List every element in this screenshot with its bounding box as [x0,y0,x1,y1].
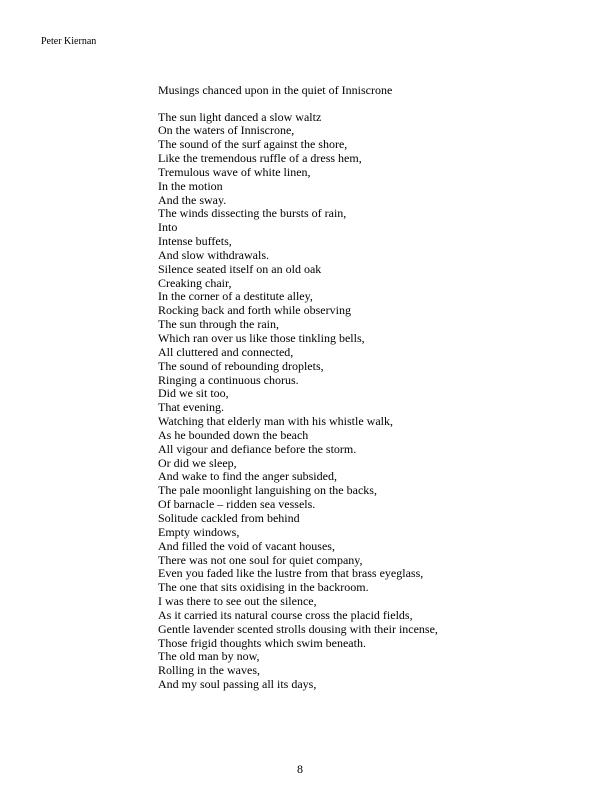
poem-line: The sun light danced a slow waltz [158,109,322,124]
author-header: Peter Kiernan [41,36,97,47]
poem-line: The old man by now, [158,649,260,664]
poem-line: The sound of the surf against the shore, [158,137,348,152]
poem-line: And wake to find the anger subsided, [158,469,337,484]
poem-line: The one that sits oxidising in the backroom. [158,580,369,595]
poem-line: There was not one soul for quiet company, [158,552,363,567]
poem-line: I was there to see out the silence, [158,594,317,609]
poem-line: Which ran over us like those tinkling bells, [158,331,365,345]
poem-line: And filled the void of vacant houses, [158,538,335,553]
poem-line: In the corner of a destitute alley, [158,289,313,304]
poem-line: Did we sit too, [158,386,229,401]
poem-line: Rocking back and forth while observing [158,303,351,318]
poem-line: Watching that elderly man with his whistle walk, [158,414,393,429]
poem-line: Gentle lavender scented strolls dousing with their incense, [158,621,438,636]
poem-line: Empty windows, [158,524,240,539]
poem-line: Even you faded like the lustre from that brass eyeglass, [158,566,424,581]
poem-line: All vigour and defiance before the storm. [158,441,357,456]
poem-line: That evening. [158,400,224,415]
poem-line: Into [158,220,178,235]
poem-line: Of barnacle – ridden sea vessels. [158,497,316,512]
poem-line: Creaking chair, [158,275,232,290]
poem-line: Ringing a continuous chorus. [158,372,299,387]
poem-line: The sound of rebounding droplets, [158,358,324,373]
poem-line: Solitude cackled from behind [158,510,300,525]
poem-line: And the sway. [158,192,227,207]
poem-line: Intense buffets, [158,234,232,249]
poem-line: As it carried its natural course cross the placid fields, [158,607,413,622]
poem-line: And slow withdrawals. [158,247,269,262]
poem-line: Tremulous wave of white linen, [158,164,311,179]
poem-line: Like the tremendous ruffle of a dress hem, [158,151,362,166]
poem-line: And my soul passing all its days, [158,677,317,692]
poem-line: Or did we sleep, [158,455,237,470]
poem-line: Rolling in the waves, [158,663,260,678]
poem-line: Those frigid thoughts which swim beneath. [158,635,366,650]
poem-line: All cluttered and connected, [158,344,294,359]
poem-line: The winds dissecting the bursts of rain, [158,206,347,221]
poem-line: On the waters of Inniscrone, [158,123,295,138]
poem-title: Musings chanced upon in the quiet of Inniscrone [158,83,393,97]
page-number: 8 [297,762,303,776]
poem-line: Silence seated itself on an old oak [158,261,322,276]
poem-line: The pale moonlight languishing on the backs, [158,483,377,498]
poem-line: The sun through the rain, [158,317,279,332]
poem-line: In the motion [158,178,223,193]
poem-line: As he bounded down the beach [158,427,309,442]
poem-body [158,111,438,692]
